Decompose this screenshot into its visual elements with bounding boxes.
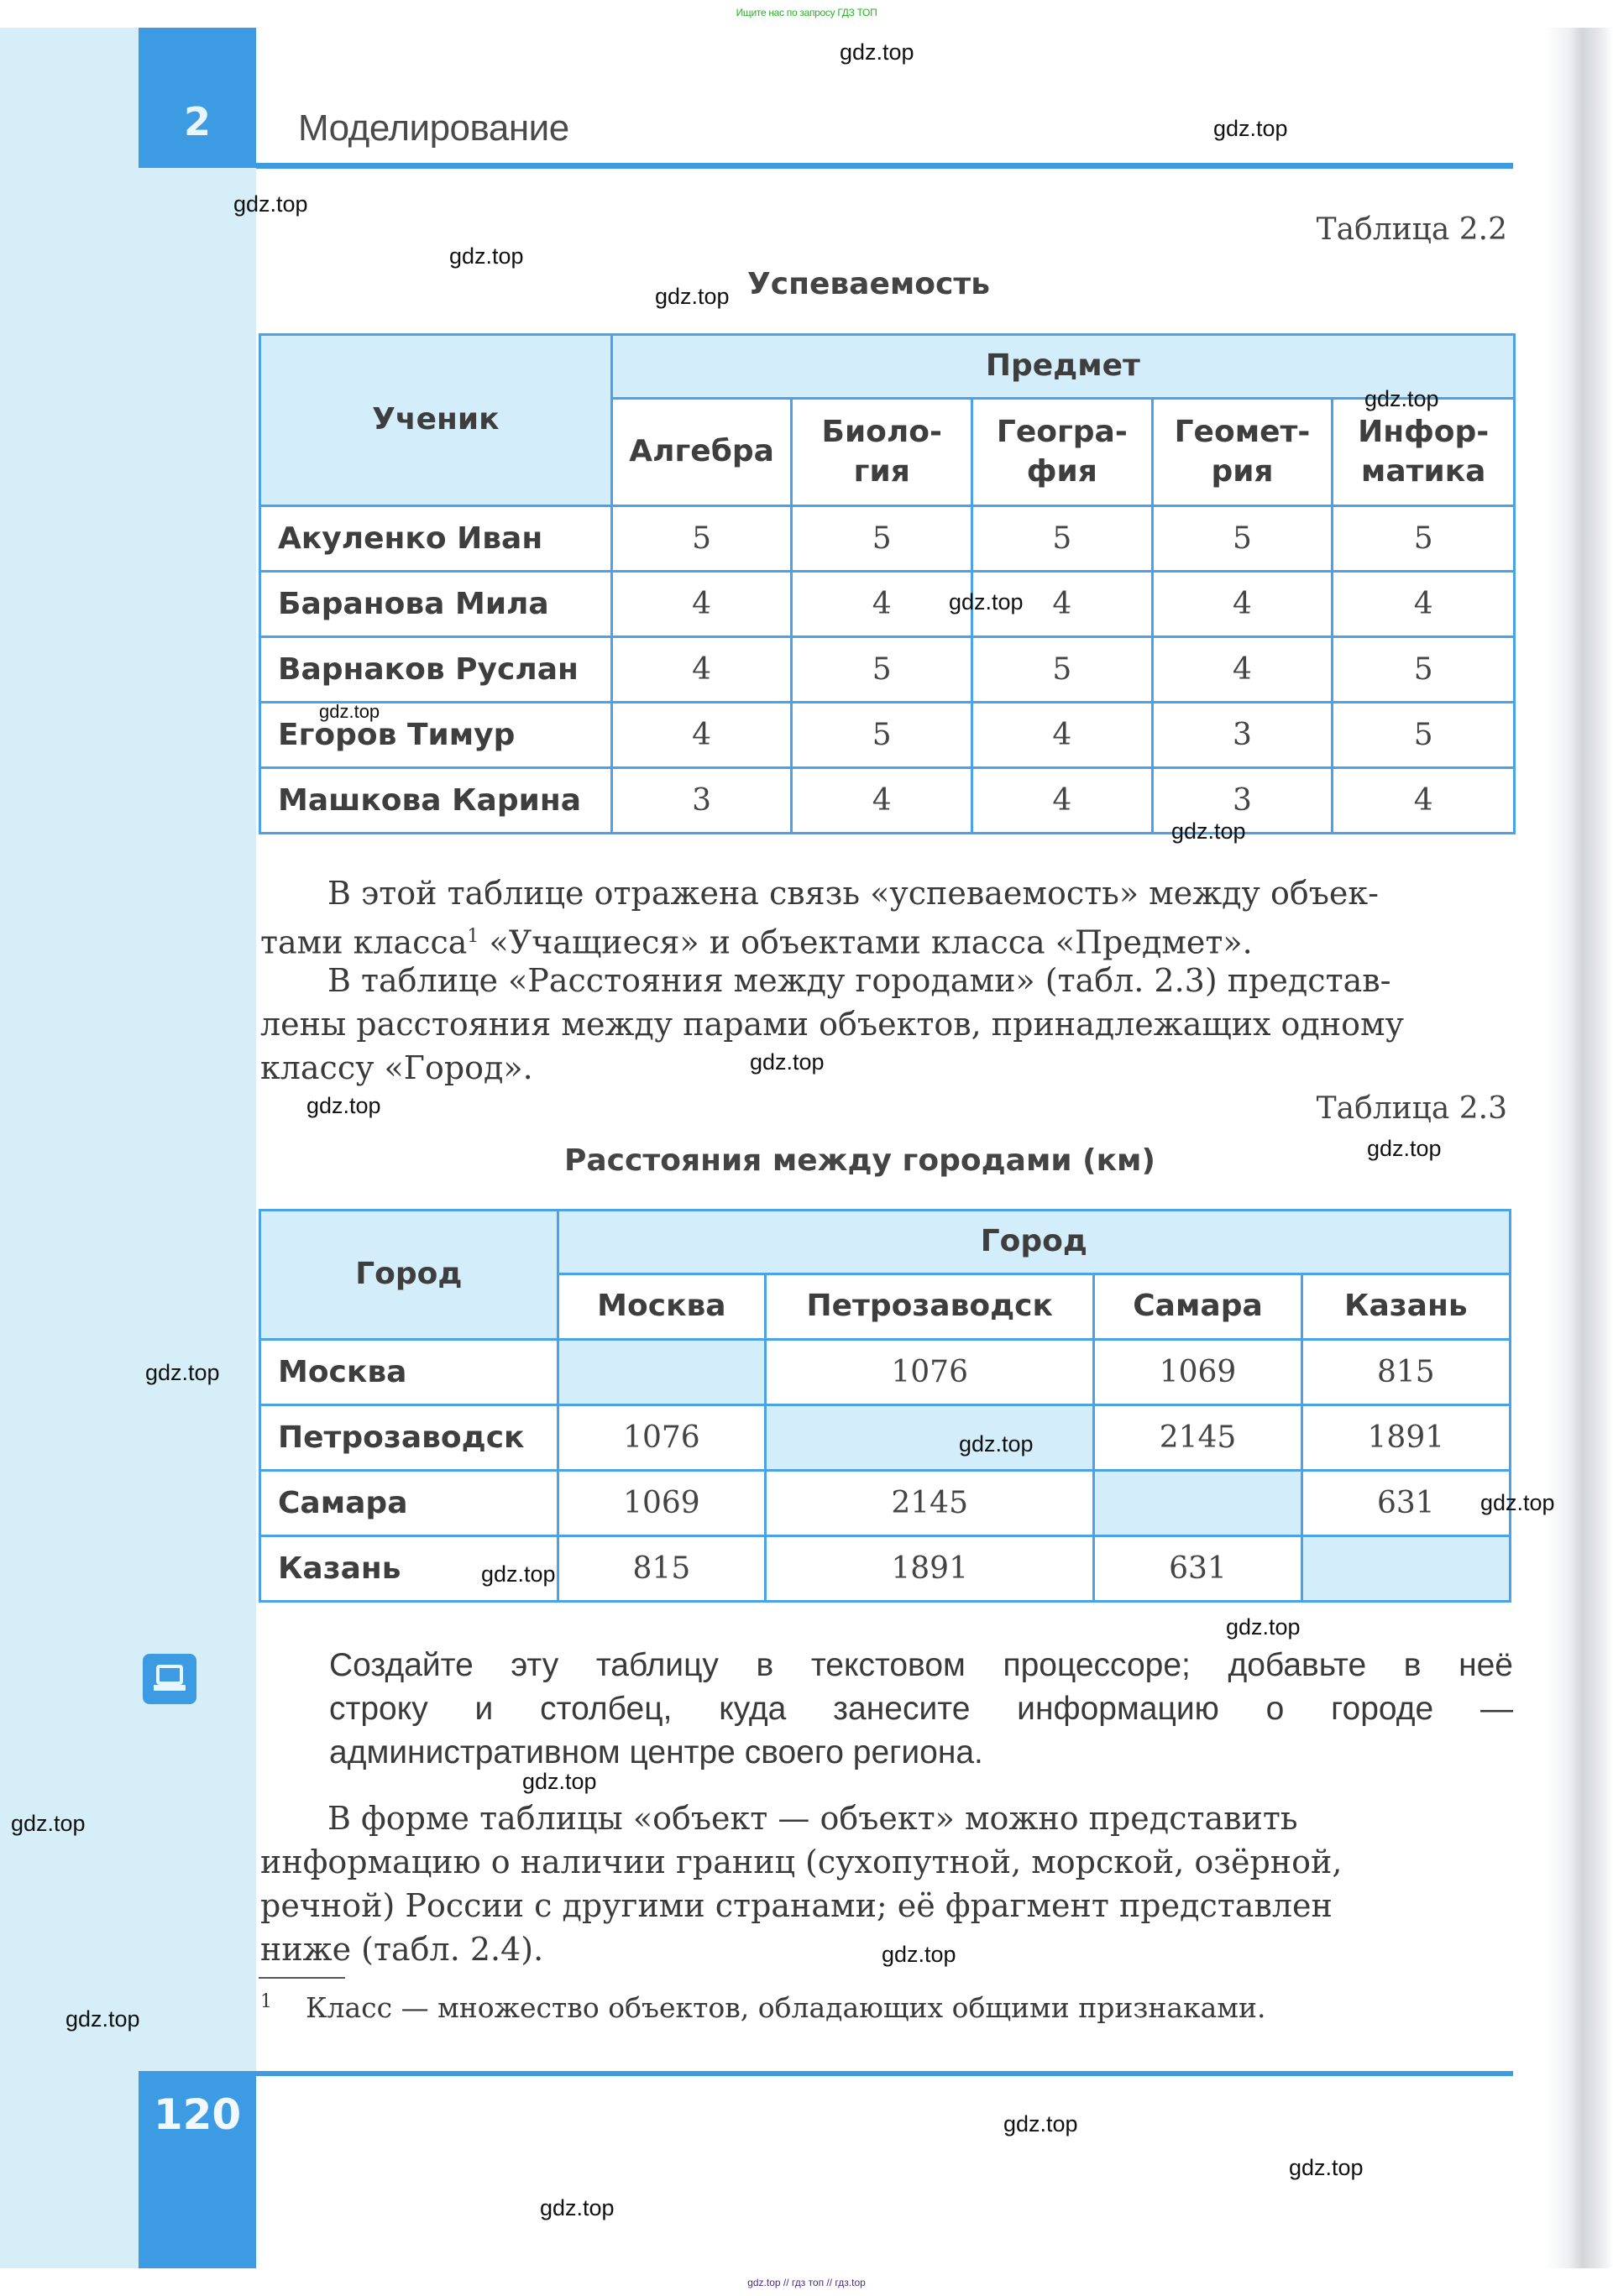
- column-header-geometry: Геомет- рия: [1152, 399, 1333, 506]
- grade-cell: 4: [972, 703, 1153, 768]
- watermark: gdz.top: [449, 243, 524, 269]
- student-name: Егоров Тимур: [260, 703, 612, 768]
- grade-cell: 5: [1333, 506, 1515, 572]
- table-row: [260, 1405, 1511, 1471]
- paragraph-line: классу «Город».: [260, 1049, 533, 1086]
- distance-cell: 631: [1094, 1536, 1301, 1602]
- task-line: Создайте эту таблицу в текстовом процессоре; добавьте в неё: [329, 1647, 1513, 1683]
- watermark: gdz.top: [319, 701, 380, 722]
- distance-cell-diagonal: [1301, 1536, 1510, 1602]
- student-name: Варнаков Руслан: [260, 637, 612, 703]
- grade-cell: 4: [792, 572, 972, 637]
- table-2-3-title: Расстояния между городами (км): [564, 1143, 1155, 1178]
- grade-cell: 5: [1152, 506, 1333, 572]
- watermark: gdz.top: [840, 39, 914, 65]
- column-header-city-rows: Город: [260, 1211, 558, 1340]
- grade-cell: 5: [611, 506, 792, 572]
- watermark: gdz.top: [750, 1049, 825, 1075]
- grade-cell: 4: [611, 703, 792, 768]
- city-name: Казань: [260, 1536, 558, 1602]
- table-2-2-label: Таблица 2.2: [1316, 212, 1507, 247]
- watermark: gdz.top: [233, 191, 308, 217]
- watermark: gdz.top: [1213, 116, 1288, 141]
- watermark: gdz.top: [65, 2006, 140, 2032]
- grade-cell: 5: [792, 506, 972, 572]
- margin-band: [0, 28, 256, 2268]
- table-2-3-label: Таблица 2.3: [1316, 1091, 1507, 1126]
- top-note: Ищите нас по запросу ГДЗ ТОП: [736, 7, 877, 18]
- table-row: [260, 1340, 1511, 1405]
- grade-cell: 4: [611, 572, 792, 637]
- distance-cell-diagonal: [1094, 1471, 1301, 1536]
- paragraph-line: ниже (табл. 2.4).: [260, 1931, 544, 1968]
- footnote-reference: 1: [467, 926, 479, 947]
- table-row: [260, 768, 1515, 834]
- paragraph-line: В этой таблице отражена связь «успеваемость» между объек-: [327, 875, 1379, 912]
- grades-table: [259, 333, 1516, 834]
- watermark: gdz.top: [655, 284, 730, 309]
- watermark: gdz.top: [145, 1360, 220, 1385]
- paragraph-line: лены расстояния между парами объектов, принадлежащих одному: [260, 1006, 1404, 1043]
- watermark: gdz.top: [1364, 386, 1439, 411]
- watermark: gdz.top: [1367, 1136, 1442, 1161]
- distance-cell: 1069: [1094, 1340, 1301, 1405]
- distance-cell-diagonal: [766, 1405, 1094, 1471]
- table-row: [260, 1536, 1511, 1602]
- computer-task: [329, 1644, 1513, 1775]
- distance-cell: 815: [1301, 1340, 1510, 1405]
- grade-cell: 3: [1152, 703, 1333, 768]
- table-row: [260, 703, 1515, 768]
- grade-cell: 5: [1333, 703, 1515, 768]
- distance-cell-diagonal: [558, 1340, 765, 1405]
- column-header-biology: Биоло- гия: [792, 399, 972, 506]
- paragraph-line: речной) России с другими странами; её фрагмент представлен: [260, 1887, 1333, 1924]
- distance-cell: 1069: [558, 1471, 765, 1536]
- distance-cell: 1076: [766, 1340, 1094, 1405]
- footnote: [260, 1991, 1265, 2024]
- grade-cell: 4: [1333, 572, 1515, 637]
- paragraph-line: В форме таблицы «объект — объект» можно представить: [327, 1800, 1298, 1837]
- watermark: gdz.top: [882, 1942, 956, 1967]
- watermark: gdz.top: [949, 589, 1024, 615]
- table-2-2-title: Успеваемость: [747, 267, 991, 301]
- column-header-city-group: Город: [558, 1211, 1510, 1274]
- distance-cell: 1891: [1301, 1405, 1510, 1471]
- grade-cell: 4: [972, 572, 1153, 637]
- watermark: gdz.top: [1003, 2111, 1078, 2136]
- column-header-kazan: Казань: [1301, 1274, 1510, 1340]
- paragraph-performance-relation: [260, 871, 1514, 965]
- watermark: gdz.top: [11, 1811, 86, 1836]
- distance-cell: 2145: [1094, 1405, 1301, 1471]
- distance-cell: 1076: [558, 1405, 765, 1471]
- student-name: Баранова Мила: [260, 572, 612, 637]
- watermark: gdz.top: [1480, 1490, 1555, 1515]
- column-header-student: Ученик: [260, 335, 612, 506]
- column-header-informatics: Инфор- матика: [1333, 399, 1515, 506]
- page-number: 120: [153, 2090, 242, 2139]
- city-name: Самара: [260, 1471, 558, 1536]
- grade-cell: 5: [792, 703, 972, 768]
- grade-cell: 5: [1333, 637, 1515, 703]
- grade-cell: 4: [972, 768, 1153, 834]
- footnote-text: Класс — множество объектов, обладающих общими признаками.: [306, 1991, 1266, 2024]
- watermark: gdz.top: [1171, 819, 1246, 844]
- table-row: [260, 572, 1515, 637]
- footer-rule: [256, 2071, 1513, 2076]
- distance-cell: 815: [558, 1536, 765, 1602]
- student-name: Акуленко Иван: [260, 506, 612, 572]
- distance-cell: 631: [1301, 1471, 1510, 1536]
- watermark: gdz.top: [522, 1769, 597, 1794]
- footnote-marker: 1: [260, 1991, 272, 2012]
- city-name: Петрозаводск: [260, 1405, 558, 1471]
- paragraph-distances-intro: [260, 959, 1514, 1090]
- watermark: gdz.top: [959, 1431, 1034, 1457]
- watermark: gdz.top: [306, 1093, 381, 1118]
- column-header-algebra: Алгебра: [611, 399, 792, 506]
- column-header-geography: Геогра- фия: [972, 399, 1153, 506]
- distances-table: [259, 1209, 1511, 1603]
- paragraph-line: «Учащиеся» и объектами класса «Предмет».: [479, 923, 1253, 961]
- watermark: gdz.top: [1289, 2155, 1364, 2180]
- paragraph-line: информацию о наличии границ (сухопутной, морской, озёрной,: [260, 1844, 1343, 1880]
- watermark: gdz.top: [481, 1561, 556, 1587]
- task-line: административном центре своего региона.: [329, 1734, 983, 1770]
- footnote-divider: [259, 1977, 345, 1979]
- bottom-note: gdz.top // гдз топ // гдз.top: [747, 2277, 866, 2288]
- task-line: строку и столбец, куда занесите информацию о городе —: [329, 1691, 1513, 1727]
- chapter-tab: [139, 28, 256, 168]
- chapter-number: 2: [183, 99, 211, 144]
- grade-cell: 4: [1152, 572, 1333, 637]
- grade-cell: 5: [792, 637, 972, 703]
- table-row: [260, 1471, 1511, 1536]
- grade-cell: 4: [1333, 768, 1515, 834]
- distance-cell: 1891: [766, 1536, 1094, 1602]
- column-header-moscow: Москва: [558, 1274, 765, 1340]
- grade-cell: 3: [1152, 768, 1333, 834]
- page-spine-shadow: [1545, 28, 1613, 2268]
- grade-cell: 4: [1152, 637, 1333, 703]
- grade-cell: 4: [611, 637, 792, 703]
- column-header-petrozavodsk: Петрозаводск: [766, 1274, 1094, 1340]
- city-name: Москва: [260, 1340, 558, 1405]
- distance-cell: 2145: [766, 1471, 1094, 1536]
- watermark: gdz.top: [540, 2195, 615, 2220]
- paragraph-line: В таблице «Расстояния между городами» (табл. 2.3) представ-: [327, 962, 1391, 999]
- grade-cell: 4: [792, 768, 972, 834]
- watermark: gdz.top: [1226, 1614, 1301, 1640]
- chapter-title: Моделирование: [298, 107, 569, 149]
- grade-cell: 5: [972, 506, 1153, 572]
- column-header-samara: Самара: [1094, 1274, 1301, 1340]
- column-header-subject: Предмет: [611, 335, 1514, 399]
- computer-icon: [143, 1654, 196, 1704]
- header-rule: [256, 163, 1513, 169]
- table-row: [260, 506, 1515, 572]
- grade-cell: 3: [611, 768, 792, 834]
- grade-cell: 5: [972, 637, 1153, 703]
- student-name: Машкова Карина: [260, 768, 612, 834]
- paragraph-line: тами класса: [260, 923, 468, 961]
- table-row: [260, 637, 1515, 703]
